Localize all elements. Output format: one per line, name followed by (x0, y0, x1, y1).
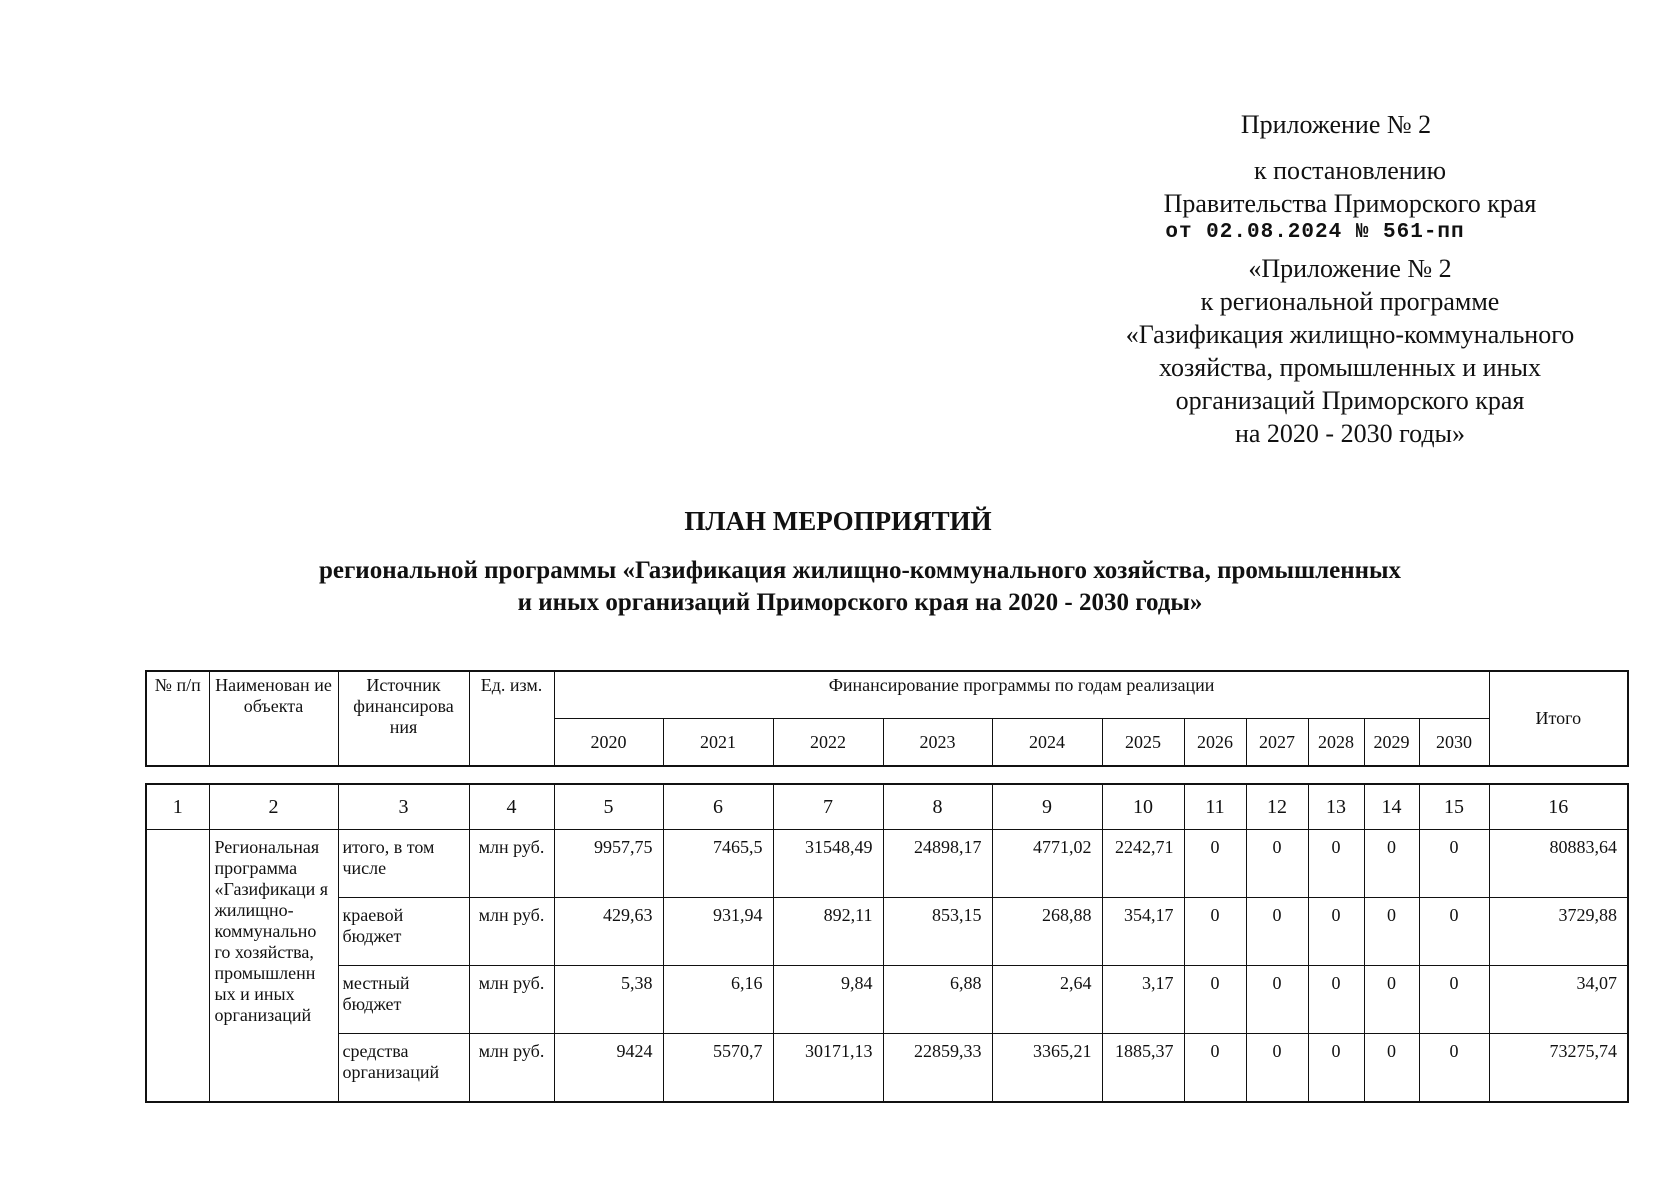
appendix-line: «Газификация жилищно-коммунального (1125, 320, 1575, 349)
value-cell: 0 (1364, 898, 1419, 966)
column-number: 7 (773, 784, 883, 830)
column-number: 5 (554, 784, 663, 830)
header-total: Итого (1489, 671, 1628, 766)
appendix-line: организаций Приморского края (1175, 386, 1525, 415)
value-cell: 9,84 (773, 966, 883, 1034)
page-subtitle (0, 555, 1676, 619)
subtitle-line: и иных организаций Приморского края на 2020 - 2030 годы» (517, 589, 1203, 616)
source-cell: краевой бюджет (338, 898, 469, 966)
value-cell: 268,88 (992, 898, 1102, 966)
source-cell: местный бюджет (338, 966, 469, 1034)
value-cell: 0 (1246, 1034, 1308, 1103)
table-body (145, 783, 1629, 1103)
value-cell: 30171,13 (773, 1034, 883, 1103)
header-year: 2027 (1246, 719, 1308, 767)
column-number: 16 (1489, 784, 1628, 830)
header-year: 2023 (883, 719, 992, 767)
header-year: 2021 (663, 719, 773, 767)
value-cell: 0 (1364, 966, 1419, 1034)
column-number: 1 (146, 784, 209, 830)
header-source: Источник финансирова ния (338, 671, 469, 766)
value-cell: 892,11 (773, 898, 883, 966)
appendix-block (1090, 108, 1610, 450)
header-year: 2030 (1419, 719, 1489, 767)
header-year: 2025 (1102, 719, 1184, 767)
header-unit: Ед. изм. (469, 671, 554, 766)
unit-cell: млн руб. (469, 898, 554, 966)
value-cell: 0 (1184, 966, 1246, 1034)
header-year: 2022 (773, 719, 883, 767)
value-cell: 31548,49 (773, 830, 883, 898)
value-cell: 0 (1308, 1034, 1364, 1103)
header-num: № п/п (146, 671, 209, 766)
value-cell: 6,88 (883, 966, 992, 1034)
column-number: 6 (663, 784, 773, 830)
total-cell: 34,07 (1489, 966, 1628, 1034)
total-cell: 3729,88 (1489, 898, 1628, 966)
value-cell: 0 (1246, 830, 1308, 898)
source-cell: итого, в том числе (338, 830, 469, 898)
column-number: 8 (883, 784, 992, 830)
total-cell: 73275,74 (1489, 1034, 1628, 1103)
value-cell: 0 (1308, 966, 1364, 1034)
value-cell: 4771,02 (992, 830, 1102, 898)
value-cell: 429,63 (554, 898, 663, 966)
table-header (145, 670, 1629, 767)
column-number: 3 (338, 784, 469, 830)
page-title: ПЛАН МЕРОПРИЯТИЙ (684, 506, 992, 536)
value-cell: 0 (1246, 966, 1308, 1034)
value-cell: 9957,75 (554, 830, 663, 898)
unit-cell: млн руб. (469, 1034, 554, 1103)
value-cell: 0 (1419, 1034, 1489, 1103)
table-row (146, 830, 1628, 898)
value-cell: 0 (1419, 966, 1489, 1034)
value-cell: 3365,21 (992, 1034, 1102, 1103)
value-cell: 5570,7 (663, 1034, 773, 1103)
value-cell: 2242,71 (1102, 830, 1184, 898)
value-cell: 7465,5 (663, 830, 773, 898)
appendix-title: Приложение № 2 (1240, 110, 1432, 139)
value-cell: 0 (1419, 830, 1489, 898)
value-cell: 0 (1246, 898, 1308, 966)
column-number: 11 (1184, 784, 1246, 830)
total-cell: 80883,64 (1489, 830, 1628, 898)
appendix-line: хозяйства, промышленных и иных (1159, 353, 1541, 382)
header-year: 2029 (1364, 719, 1419, 767)
column-number: 12 (1246, 784, 1308, 830)
value-cell: 2,64 (992, 966, 1102, 1034)
value-cell: 1885,37 (1102, 1034, 1184, 1103)
value-cell: 0 (1419, 898, 1489, 966)
value-cell: 22859,33 (883, 1034, 992, 1103)
value-cell: 24898,17 (883, 830, 992, 898)
appendix-line: к региональной программе (1200, 287, 1500, 316)
value-cell: 9424 (554, 1034, 663, 1103)
column-number: 9 (992, 784, 1102, 830)
header-name: Наименован ие объекта (209, 671, 338, 766)
value-cell: 6,16 (663, 966, 773, 1034)
header-financing: Финансирование программы по годам реализации (554, 671, 1489, 719)
row-num-cell (146, 830, 209, 1103)
value-cell: 3,17 (1102, 966, 1184, 1034)
appendix-line: Правительства Приморского края (1163, 189, 1537, 218)
column-number: 4 (469, 784, 554, 830)
value-cell: 0 (1184, 830, 1246, 898)
decree-number: от 02.08.2024 № 561-пп (1165, 221, 1465, 244)
column-number: 13 (1308, 784, 1364, 830)
table-row (146, 966, 1628, 1034)
appendix-line: к постановлению (1253, 156, 1447, 185)
table-row (146, 1034, 1628, 1103)
value-cell: 5,38 (554, 966, 663, 1034)
unit-cell: млн руб. (469, 966, 554, 1034)
column-number: 2 (209, 784, 338, 830)
object-name: Региональная программа «Газификаци я жилищно-коммунально го хозяйства, промышленн ых и иных организаций (209, 830, 338, 1103)
column-number: 14 (1364, 784, 1419, 830)
unit-cell: млн руб. (469, 830, 554, 898)
value-cell: 0 (1308, 898, 1364, 966)
value-cell: 0 (1184, 898, 1246, 966)
value-cell: 0 (1364, 830, 1419, 898)
header-year: 2028 (1308, 719, 1364, 767)
appendix-line: «Приложение № 2 (1248, 254, 1452, 283)
value-cell: 354,17 (1102, 898, 1184, 966)
appendix-line: на 2020 - 2030 годы» (1234, 419, 1466, 448)
value-cell: 0 (1184, 1034, 1246, 1103)
value-cell: 0 (1308, 830, 1364, 898)
subtitle-line: региональной программы «Газификация жилищно-коммунального хозяйства, промышленных (318, 557, 1402, 584)
value-cell: 853,15 (883, 898, 992, 966)
source-cell: средства организаций (338, 1034, 469, 1103)
column-number-row (146, 784, 1628, 830)
value-cell: 0 (1364, 1034, 1419, 1103)
table-row (146, 898, 1628, 966)
header-year: 2024 (992, 719, 1102, 767)
header-year: 2026 (1184, 719, 1246, 767)
header-year: 2020 (554, 719, 663, 767)
column-number: 10 (1102, 784, 1184, 830)
column-number: 15 (1419, 784, 1489, 830)
value-cell: 931,94 (663, 898, 773, 966)
